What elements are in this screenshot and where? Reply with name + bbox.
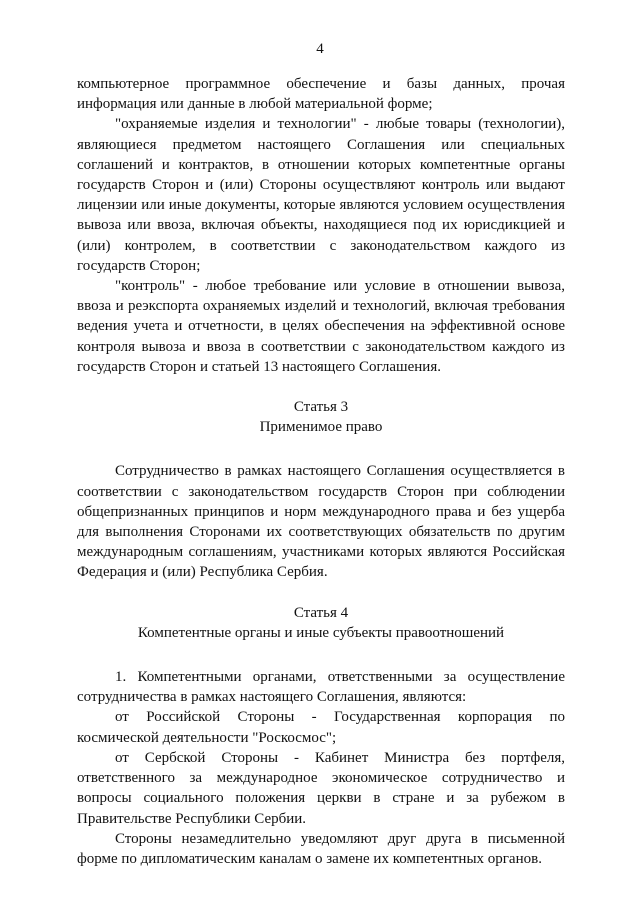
page-number: 4 bbox=[316, 41, 324, 57]
article-3-text: Сотрудничество в рамках настоящего Соглашения осуществляется в соответствии с законодательством государств Сторон при соблюдении общепризнанных принципов и норм международного права и без ущерба для выполнения Сторонами их соответствующих обязательств по другим международным соглашениям, участниками которых являются Российская Федерация и (или) Республика Сербия. bbox=[77, 463, 565, 581]
article-4-serbian-side: от Сербской Стороны - Кабинет Министра без портфеля, ответственного за международное экономическое сотрудничество и вопросы социального положения церкви в стране и за рубежом в Правительстве Республики Сербии. bbox=[77, 749, 565, 827]
article-4-title: Компетентные органы и иные субъекты правоотношений bbox=[137, 624, 505, 641]
spacer bbox=[77, 583, 565, 603]
article-3-title: Применимое право bbox=[259, 419, 383, 436]
article-4-russian-side: от Российской Стороны - Государственная корпорация по космической деятельности "Роскосмос"; bbox=[77, 709, 565, 746]
paragraph-protected-items-definition: "охраняемые изделия и технологии" - любые товары (технологии), являющиеся предметом настоящего Соглашения или специальных соглашений и контрактов, в отношении которых компетентные органы государств Сторон и (или) Стороны осуществляют контроль или выдают лицензии или иные документы, которые являются условием осуществления вывоза или ввоза, включая объекты, находящиеся под их юрисдикцией и (или) контролем, в соответствии с законодательством каждого из государств Сторон; bbox=[77, 116, 565, 274]
paragraph-software-definition: компьютерное программное обеспечение и базы данных, прочая информация или данные в любой материальной форме; bbox=[77, 76, 565, 113]
spacer bbox=[77, 377, 565, 397]
article-4-number: Статья 4 bbox=[293, 604, 349, 621]
document-body bbox=[77, 74, 565, 869]
spacer bbox=[77, 643, 565, 663]
article-3-number: Статья 3 bbox=[293, 399, 349, 416]
article-4-paragraph-1: 1. Компетентными органами, ответственными за осуществление сотрудничества в рамках настоящего Соглашения, являются: bbox=[77, 669, 565, 706]
paragraph-control-definition: "контроль" - любое требование или условие в отношении вывоза, ввоза и реэкспорта охраняемых изделий и технологий, включая требования ведения учета и отчетности, в целях обеспечения на эффективной основе контроля вывоза и ввоза в соответствии с законодательством каждого из государств Сторон и статьей 13 настоящего Соглашения. bbox=[77, 278, 565, 375]
spacer bbox=[77, 437, 565, 457]
article-4-notification: Стороны незамедлительно уведомляют друг друга в письменной форме по дипломатическим каналам о замене их компетентных органов. bbox=[77, 830, 565, 867]
